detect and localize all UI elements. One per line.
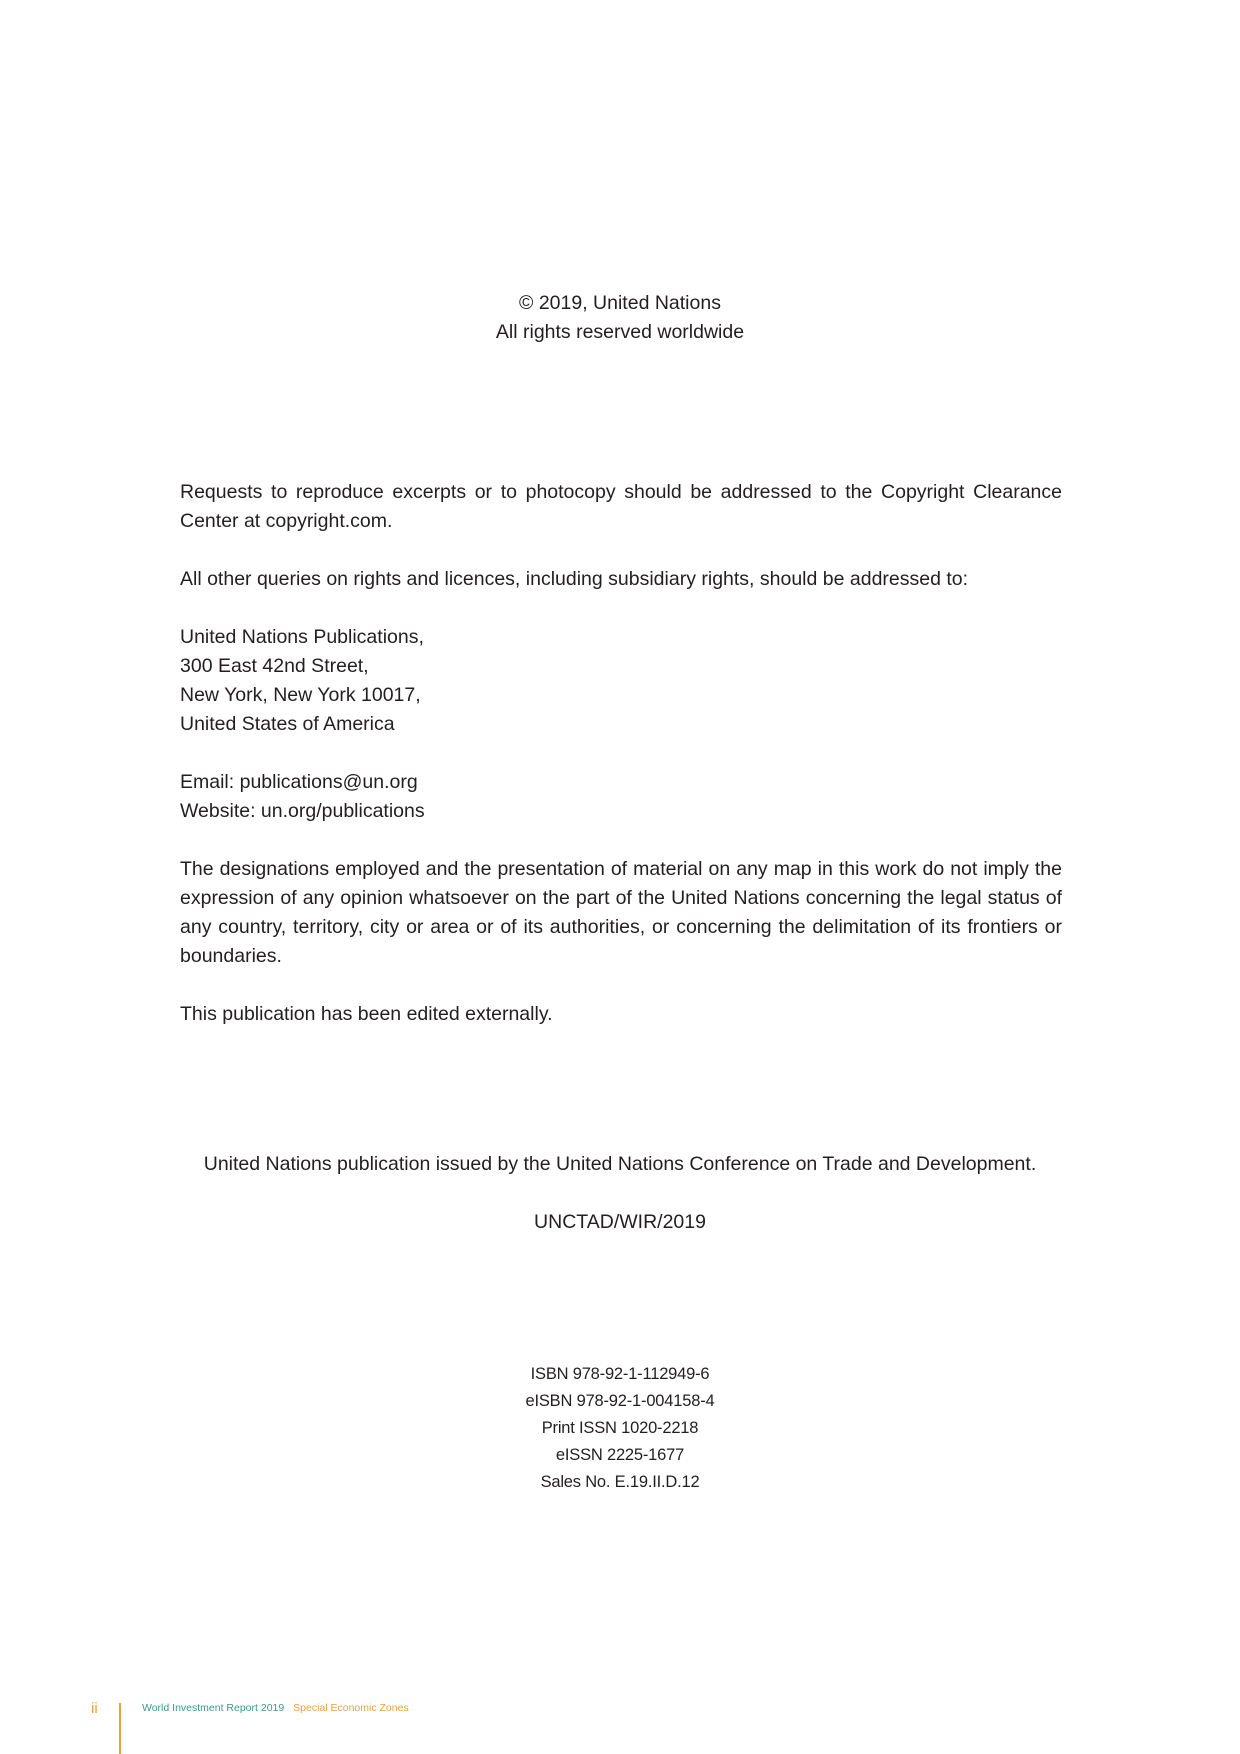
sales-number-line: Sales No. E.19.II.D.12 <box>540 1473 700 1491</box>
edited-note <box>180 1000 1062 1029</box>
postal-address <box>180 623 1062 739</box>
copyright-line: © 2019, United Nations <box>519 292 721 314</box>
address-line: United Nations Publications, <box>180 626 424 648</box>
print-issn-line: Print ISSN 1020-2218 <box>541 1419 699 1437</box>
address-line: New York, New York 10017, <box>180 684 421 706</box>
website-line: Website: un.org/publications <box>180 800 425 822</box>
address-line: 300 East 42nd Street, <box>180 655 369 677</box>
identifiers-block <box>0 1361 1240 1496</box>
eissn-line: eISSN 2225-1677 <box>555 1446 685 1464</box>
isbn-line: ISBN 978-92-1-112949-6 <box>530 1365 710 1383</box>
page-number: ii <box>91 1700 98 1717</box>
contact-block <box>180 768 1062 826</box>
requests-text: Requests to reproduce excerpts or to photocopy should be addressed to the Copyright Clearance Center at copyright.com. <box>180 481 1062 532</box>
running-footer <box>142 1700 409 1716</box>
email-line: Email: publications@un.org <box>180 771 418 793</box>
copyright-notice <box>0 289 1240 347</box>
requests-paragraph <box>180 478 1062 536</box>
rights-reserved-line: All rights reserved worldwide <box>495 321 745 343</box>
footer-section-title: Special Economic Zones <box>293 1702 409 1714</box>
edited-text: This publication has been edited externally. <box>180 1003 553 1025</box>
footer-report-title: World Investment Report 2019 <box>142 1702 285 1714</box>
issuing-statement: United Nations publication issued by the United Nations Conference on Trade and Development. <box>203 1153 1037 1175</box>
designations-text: The designations employed and the presentation of material on any map in this work do not imply the expression of any opinion whatsoever on the part of the United Nations concerning the legal status of any country, territory, city or area or of its authorities, or concerning the delimitation of its frontiers or boundaries. <box>180 858 1062 967</box>
document-symbol: UNCTAD/WIR/2019 <box>534 1211 706 1233</box>
designations-disclaimer <box>180 855 1062 971</box>
queries-text: All other queries on rights and licences, including subsidiary rights, should be addressed to: <box>180 568 969 590</box>
queries-paragraph <box>180 565 1062 594</box>
address-line: United States of America <box>180 713 395 735</box>
eisbn-line: eISBN 978-92-1-004158-4 <box>525 1392 715 1410</box>
footer-divider <box>119 1703 121 1754</box>
